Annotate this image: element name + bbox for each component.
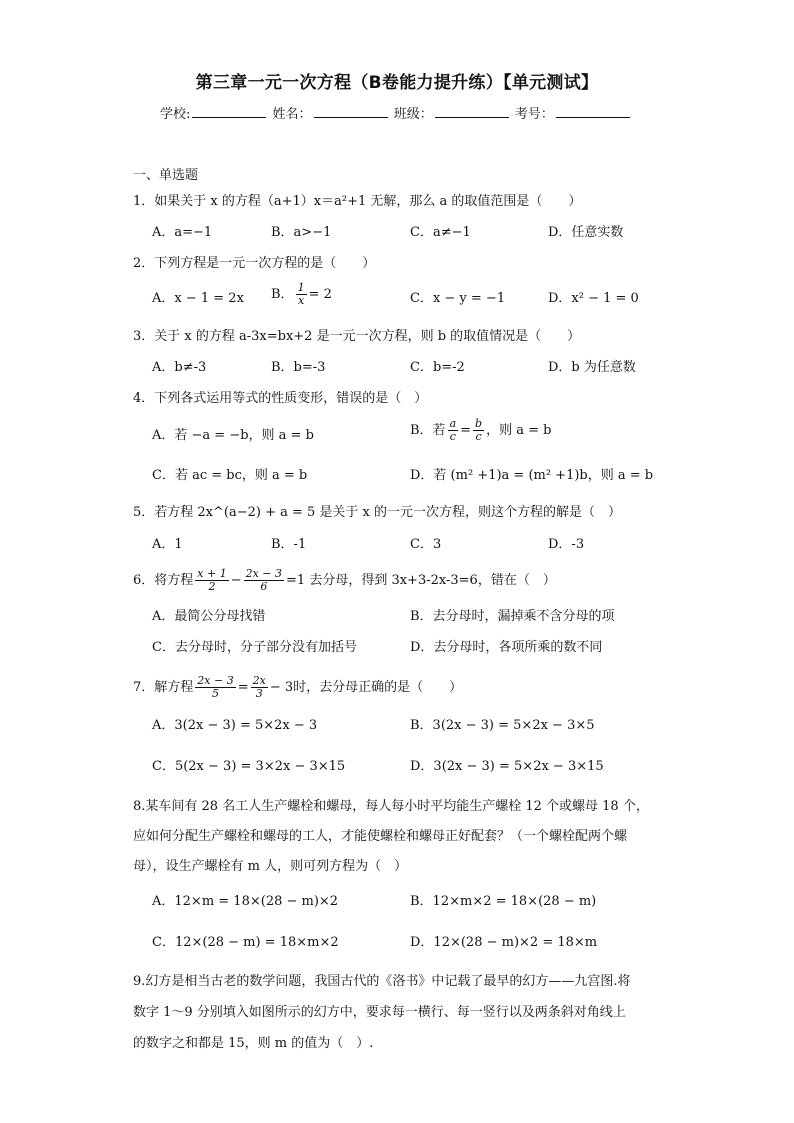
q2-option-c: C．x − y = −1 bbox=[410, 291, 506, 306]
class-label: 班级： bbox=[393, 107, 433, 122]
q4-option-b-label: B．若 bbox=[410, 423, 446, 438]
equals-sign: = bbox=[237, 680, 249, 695]
student-info-line bbox=[160, 103, 632, 122]
question-1-stem: 1．如果关于 x 的方程（a+1）x＝a²+1 无解，那么 a 的取值范围是（ ） bbox=[133, 194, 582, 209]
fraction-numerator: b bbox=[475, 417, 483, 430]
section-heading: 一、单选题 bbox=[133, 168, 199, 183]
minus-sign: − bbox=[230, 573, 242, 588]
fraction-denominator: 2 bbox=[208, 580, 216, 593]
fraction-numerator: a bbox=[449, 417, 457, 430]
q4-option-c: C．若 ac = bc，则 a = b bbox=[152, 468, 308, 483]
q6-stem-prefix: 6．将方程 bbox=[133, 573, 194, 588]
q4-option-b-conclusion: ，则 a = b bbox=[486, 423, 552, 438]
question-6-stem bbox=[133, 568, 556, 593]
fraction-denominator: 6 bbox=[260, 580, 268, 593]
q3-option-d: D．b 为任意数 bbox=[548, 360, 636, 375]
fraction-denominator: x bbox=[297, 294, 305, 307]
name-blank[interactable] bbox=[314, 105, 388, 118]
q1-option-a: A．a=−1 bbox=[152, 225, 213, 240]
fraction-numerator: 2x − 3 bbox=[197, 674, 234, 687]
school-label: 学校: bbox=[160, 107, 191, 122]
q3-option-c: C．b=-2 bbox=[410, 360, 465, 375]
q2-option-a: A．x − 1 = 2x bbox=[152, 291, 244, 306]
fraction-numerator: 2x bbox=[252, 674, 266, 687]
q1-option-c: C．a≠−1 bbox=[410, 225, 471, 240]
fraction-denominator: 5 bbox=[211, 687, 219, 700]
q6-option-d: D．去分母时，各项所乘的数不同 bbox=[410, 640, 603, 655]
fraction-numerator: 1 bbox=[297, 281, 305, 294]
q7-fraction-2 bbox=[251, 675, 268, 700]
q2-option-b-fraction bbox=[296, 282, 307, 307]
question-9-line-3: 的数字之和都是 15，则 m 的值为（ ）. bbox=[133, 1036, 374, 1051]
fraction-numerator: 2x − 3 bbox=[245, 567, 283, 580]
q7-option-b: B．3(2x − 3) = 5×2x − 3×5 bbox=[410, 718, 595, 733]
number-label: 考号： bbox=[514, 107, 554, 122]
equals-sign: = bbox=[460, 423, 472, 438]
q6-stem-suffix: =1 去分母，得到 3x+3-2x-3=6，错在（ ） bbox=[286, 573, 556, 588]
number-blank[interactable] bbox=[556, 105, 630, 118]
question-3-stem: 3．关于 x 的方程 a-3x=bx+2 是一元一次方程，则 b 的取值情况是（ ） bbox=[133, 329, 581, 344]
q3-option-b: B．b=-3 bbox=[271, 360, 326, 375]
q6-fraction-1 bbox=[195, 568, 228, 593]
question-7-stem bbox=[133, 675, 462, 700]
question-8-line-1: 8.某车间有 28 名工人生产螺栓和螺母，每人每小时平均能生产螺栓 12 个或螺母 18 个， bbox=[133, 799, 649, 814]
fraction-denominator: c bbox=[475, 430, 482, 443]
q5-option-c: C．3 bbox=[410, 537, 442, 552]
q4-option-a: A．若 −a = −b，则 a = b bbox=[152, 428, 314, 443]
q2-option-b-label: B． bbox=[271, 287, 294, 302]
q6-fraction-2 bbox=[244, 568, 284, 593]
q7-option-c: C．5(2x − 3) = 3×2x − 3×15 bbox=[152, 759, 346, 774]
q1-option-b: B．a>−1 bbox=[271, 225, 332, 240]
question-9-line-1: 9.幻方是相当古老的数学问题，我国古代的《洛书》中记载了最早的幻方——九宫图.将 bbox=[133, 974, 631, 989]
q7-option-d: D．3(2x − 3) = 5×2x − 3×15 bbox=[410, 759, 604, 774]
q8-option-c: C．12×(28 − m) = 18×m×2 bbox=[152, 935, 339, 950]
q4-option-b bbox=[410, 418, 551, 443]
q2-option-d: D．x² − 1 = 0 bbox=[548, 291, 639, 306]
q4-option-d: D．若 (m² +1)a = (m² +1)b，则 a = b bbox=[410, 468, 654, 483]
question-4-stem: 4．下列各式运用等式的性质变形，错误的是（ ） bbox=[133, 391, 428, 406]
q7-option-a: A．3(2x − 3) = 5×2x − 3 bbox=[152, 718, 318, 733]
name-label: 姓名： bbox=[272, 107, 312, 122]
q8-option-b: B．12×m×2 = 18×(28 − m) bbox=[410, 894, 597, 909]
q5-option-d: D．-3 bbox=[548, 537, 585, 552]
q5-option-a: A．1 bbox=[152, 537, 183, 552]
question-8-line-3: 母），设生产螺栓有 m 人，则可列方程为（ ） bbox=[133, 859, 408, 874]
question-8-line-2: 应如何分配生产螺栓和螺母的工人，才能使螺栓和螺母正好配套？（一个螺栓配两个螺 bbox=[133, 829, 628, 844]
question-9-line-2: 数字 1～9 分别填入如图所示的幻方中，要求每一横行、每一竖行以及两条斜对角线上 bbox=[133, 1005, 626, 1020]
fraction-denominator: c bbox=[449, 430, 456, 443]
q4-option-b-fraction-1 bbox=[448, 418, 459, 443]
q5-option-b: B．-1 bbox=[271, 537, 307, 552]
q3-option-a: A．b≠-3 bbox=[152, 360, 207, 375]
q6-option-c: C．去分母时，分子部分没有加括号 bbox=[152, 640, 357, 655]
class-blank[interactable] bbox=[435, 105, 509, 118]
school-blank[interactable] bbox=[192, 105, 266, 118]
q4-option-b-fraction-2 bbox=[473, 418, 484, 443]
q2-option-b-rhs: = 2 bbox=[308, 287, 332, 302]
q8-option-a: A．12×m = 18×(28 − m)×2 bbox=[152, 894, 339, 909]
fraction-numerator: x + 1 bbox=[197, 567, 227, 580]
fraction-denominator: 3 bbox=[255, 687, 263, 700]
page-title: 第三章一元一次方程（B卷能力提升练）【单元测试】 bbox=[195, 73, 599, 93]
q1-option-d: D．任意实数 bbox=[548, 225, 624, 240]
q7-stem-prefix: 7．解方程 bbox=[133, 680, 194, 695]
q6-option-a: A．最简公分母找错 bbox=[152, 609, 266, 624]
q2-option-b bbox=[271, 282, 332, 307]
question-2-stem: 2．下列方程是一元一次方程的是（ ） bbox=[133, 256, 376, 271]
question-5-stem: 5．若方程 2x^(a−2) + a = 5 是关于 x 的一元一次方程，则这个方程的解是（ ） bbox=[133, 505, 622, 520]
q7-stem-suffix: − 3时，去分母正确的是（ ） bbox=[269, 680, 463, 695]
q7-fraction-1 bbox=[195, 675, 235, 700]
q6-option-b: B．去分母时，漏掉乘不含分母的项 bbox=[410, 609, 615, 624]
q8-option-d: D．12×(28 − m)×2 = 18×m bbox=[410, 935, 598, 950]
